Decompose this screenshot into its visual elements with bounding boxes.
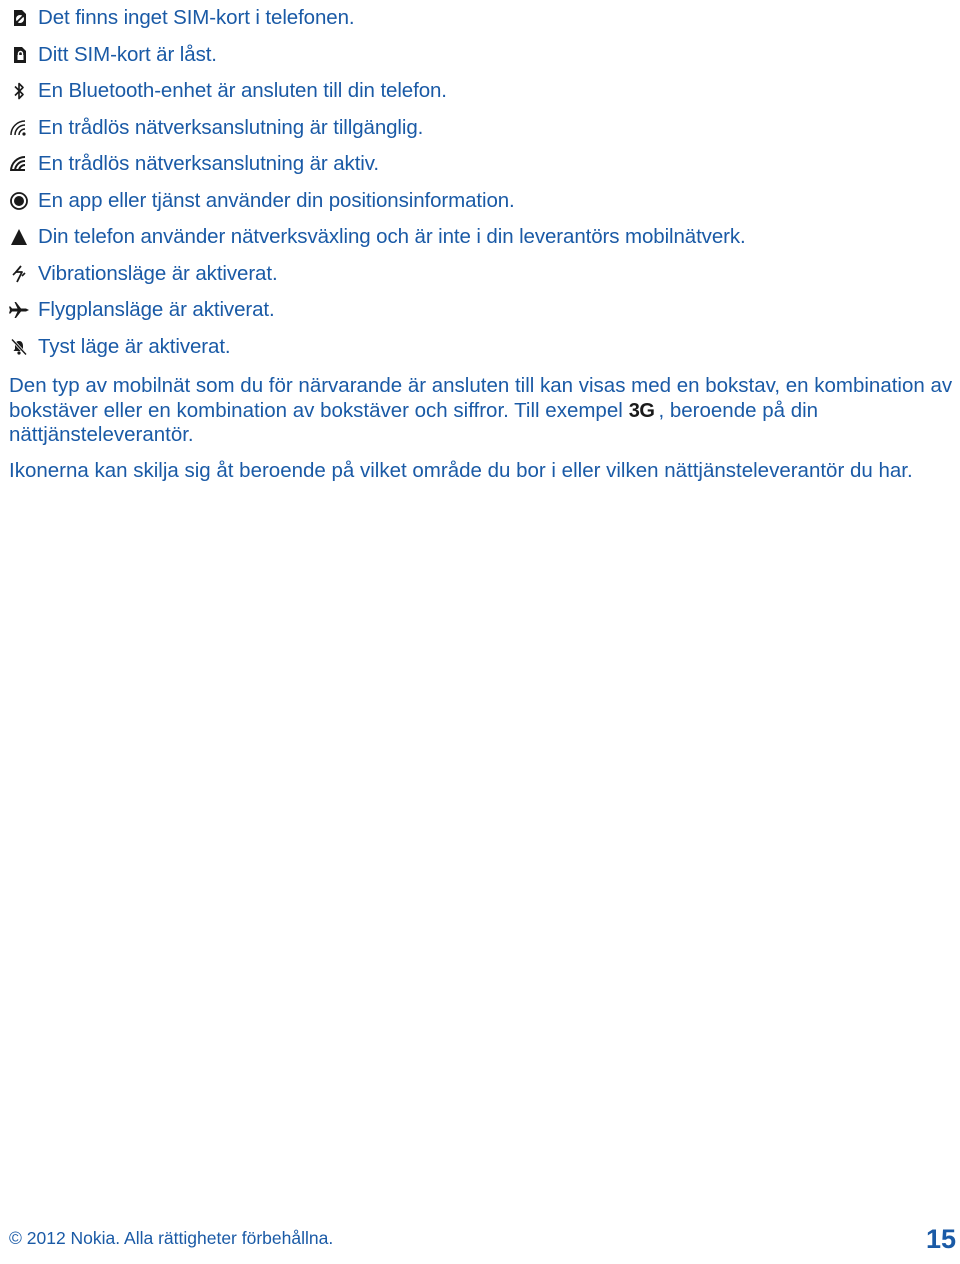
list-item-text: En app eller tjänst använder din positionsinformation. [38,188,515,212]
network-3g-icon: 3G [628,399,655,422]
copyright-footer: © 2012 Nokia. Alla rättigheter förbehållna. [9,1228,334,1248]
location-icon [8,190,30,212]
airplane-icon [8,299,30,321]
list-item [8,37,948,74]
wlan-available-icon [8,117,30,139]
wlan-active-icon [8,153,30,175]
network-paragraph-lead: Den typ av mobilnät som du för närvarande är ansluten till kan visas med en bokstav, en kombination av bokstäver eller en kombination av bokstäver och siffror. Till exempel [9,374,953,422]
list-item [8,110,948,147]
list-item [8,146,948,183]
list-item-text: Tyst läge är aktiverat. [38,334,231,358]
list-item [8,73,948,110]
list-item [8,183,948,220]
list-item [8,329,948,366]
bluetooth-icon [8,80,30,102]
status-icon-list [8,0,948,365]
list-item [8,219,948,256]
list-item-text: En trådlös nätverksanslutning är tillgänglig. [38,115,424,139]
list-item [8,292,948,329]
roaming-icon [8,226,30,248]
no-sim-icon [8,7,30,29]
list-item-text: Vibrationsläge är aktiverat. [38,261,278,285]
network-type-paragraph [9,374,959,448]
vibrate-icon [8,263,30,285]
silent-icon [8,336,30,358]
list-item-text: Din telefon använder nätverksväxling och är inte i din leverantörs mobilnätverk. [38,225,746,249]
page-number: 15 [925,1224,956,1254]
list-item-text: En trådlös nätverksanslutning är aktiv. [38,152,379,176]
list-item-text: Ditt SIM-kort är låst. [38,42,217,66]
icon-variation-note: Ikonerna kan skilja sig åt beroende på vilket område du bor i eller vilken nättjänsteleverantör du har. [9,459,913,482]
network-paragraph-tail: , beroende på din nättjänsteleverantör. [9,398,819,446]
list-item-text: Det finns inget SIM-kort i telefonen. [38,6,355,30]
list-item-text: Flygplansläge är aktiverat. [38,298,275,322]
list-item [8,0,948,37]
list-item-text: En Bluetooth-enhet är ansluten till din telefon. [38,79,447,103]
list-item [8,256,948,293]
sim-locked-icon [8,44,30,66]
